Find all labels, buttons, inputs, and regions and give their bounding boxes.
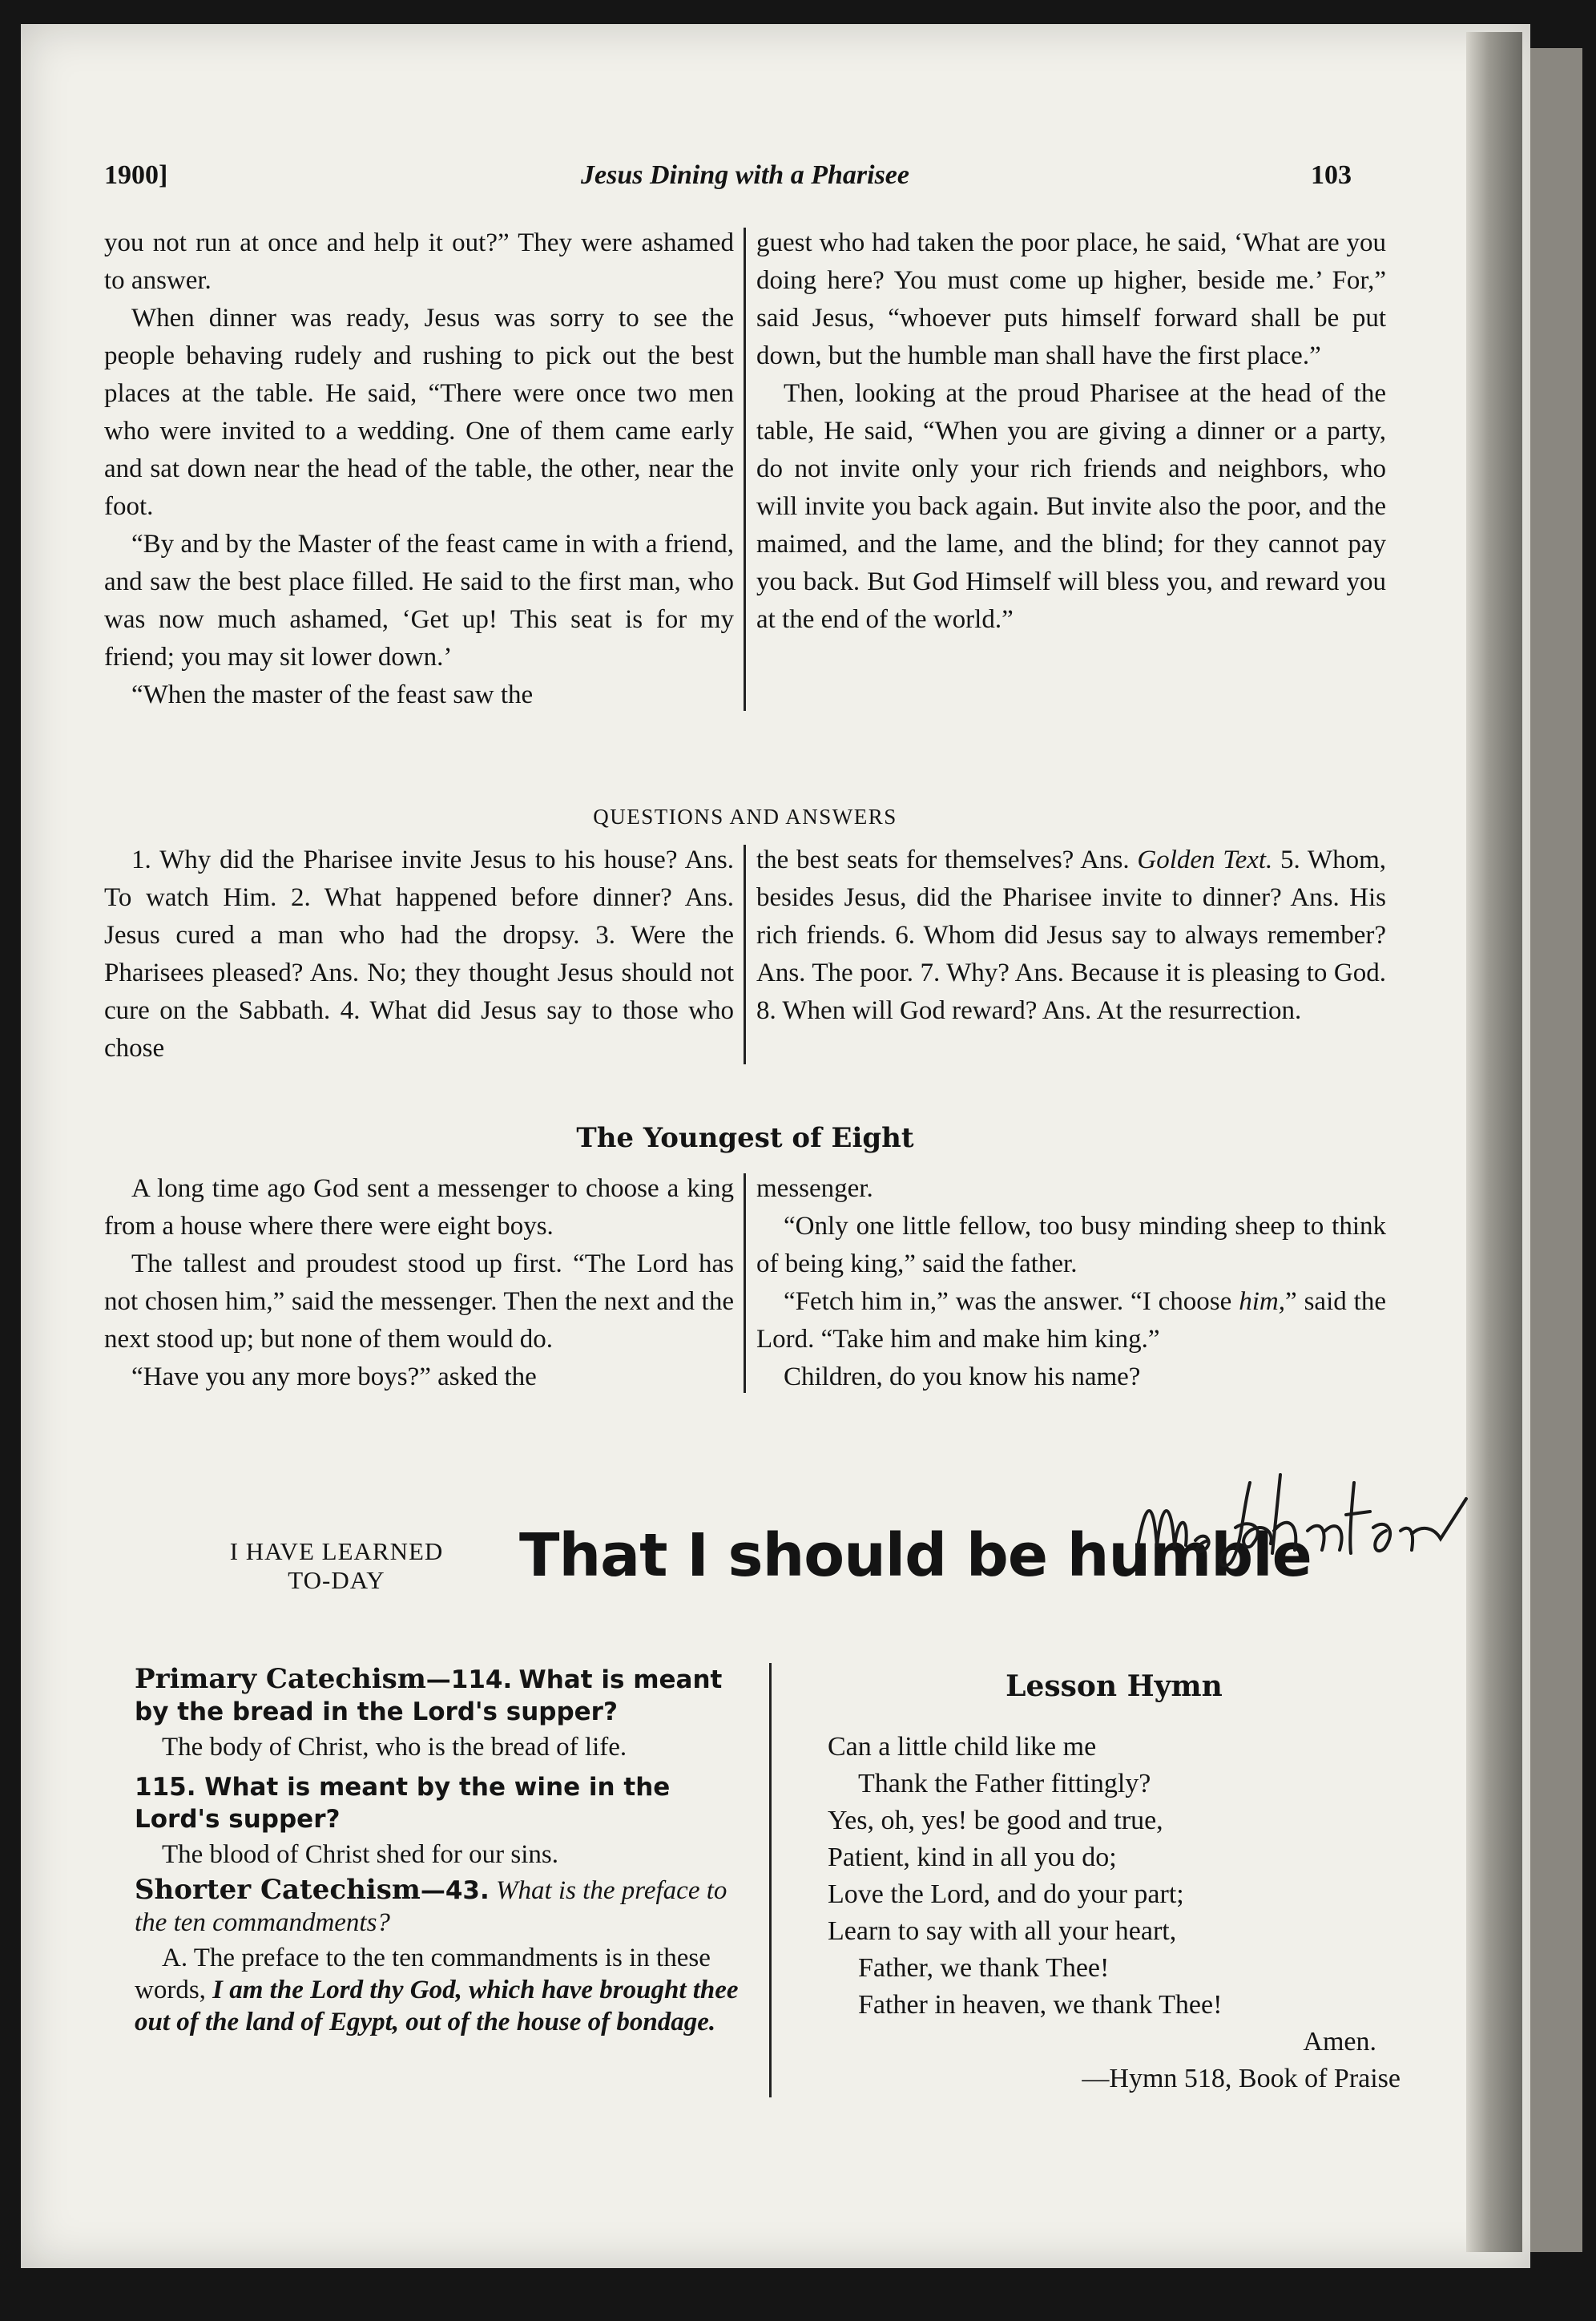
paragraph: “Have you any more boys?” asked the <box>131 1362 537 1391</box>
primary-q114 <box>135 1663 760 1728</box>
question-number: —43. <box>420 1876 490 1905</box>
header-title: Jesus Dining with a Pharisee <box>581 160 909 190</box>
question-text: What is the preface to the ten commandments? <box>135 1876 727 1937</box>
text-run: “Fetch him in,” was the answer. “I choose <box>784 1287 1232 1316</box>
learned-label-line1: I HAVE LEARNED <box>229 1537 444 1565</box>
text-run: A. The preface to the ten commandments is in these words, <box>135 1944 711 2004</box>
hymn-line: Can a little child like me <box>828 1732 1097 1762</box>
paragraph: Children, do you know his name? <box>784 1362 1141 1391</box>
hymn-line: Yes, oh, yes! be good and true, <box>828 1806 1163 1835</box>
story-left <box>104 1170 734 1396</box>
questions-answers <box>104 842 1386 1068</box>
hymn-line: Patient, kind in all you do; <box>828 1843 1117 1872</box>
column-rule <box>769 1663 772 2097</box>
column-rule <box>734 842 756 1068</box>
back-cover-edge <box>1526 48 1582 2252</box>
hymn-line: Learn to say with all your heart, <box>828 1916 1177 1946</box>
primary-catechism-label: Primary Catechism <box>135 1663 426 1695</box>
emphasis: him, <box>1239 1287 1285 1316</box>
paragraph: Then, looking at the proud Pharisee at the head of the table, He said, “When you are giving a dinner or a party, do not invite only your rich friends and neighbors, who will invite you back again. But invite also the poor, and the maimed, and the lame, and the blind; for they cannot pay you back. But God Himself will bless you, and reward you at the end of the world.” <box>756 379 1386 634</box>
story-heading: The Youngest of Eight <box>576 1122 914 1154</box>
learned-statement: That I should be humble <box>519 1521 1312 1590</box>
lesson-story-left <box>104 224 734 714</box>
lesson-story-right <box>756 224 1386 714</box>
answer-text: The body of Christ, who is the bread of life. <box>162 1733 627 1762</box>
paragraph: “When the master of the feast saw the <box>131 680 534 709</box>
golden-text: Golden Text. <box>1137 846 1273 874</box>
shorter-q43 <box>135 1874 760 1939</box>
paragraph: messenger. <box>756 1174 873 1203</box>
lesson-hymn <box>804 1663 1401 2097</box>
paragraph: “Only one little fellow, too busy minding sheep to think of being king,” said the father. <box>756 1212 1386 1278</box>
learned-label-line2: TO-DAY <box>288 1566 385 1594</box>
column-rule <box>734 224 756 714</box>
paragraph: When dinner was ready, Jesus was sorry to see the people behaving rudely and rushing to pick out the best places at the table. He said, “There were once two men who were invited to a wedding. One of them came early and sat down near the head of the table, the other, near the foot. <box>104 304 734 521</box>
questions-left <box>104 842 734 1068</box>
paragraph: A long time ago God sent a messenger to choose a king from a house where there were eight boys. <box>104 1174 734 1241</box>
hymn-line: Father, we thank Thee! <box>858 1953 1110 1983</box>
text-run: 5. Whom, besides Jesus, did the Pharisee invite to dinner? Ans. His rich friends. 6. Whom did Jesus say to always remember? Ans. The poor. 7. Why? Ans. Because it is pleasing to God. 8. When will God reward? Ans. At the resurrection. <box>756 846 1386 1025</box>
questions-right <box>756 842 1386 1068</box>
answer-text: The blood of Christ shed for our sins. <box>162 1840 558 1869</box>
hymn-title: Lesson Hymn <box>1006 1669 1223 1703</box>
text-run: the best seats for themselves? Ans. <box>756 846 1130 874</box>
answer-text <box>135 1942 760 2038</box>
hymn-line: Love the Lord, and do your part; <box>828 1879 1184 1909</box>
story-right <box>756 1170 1386 1396</box>
catechism-hymn-section <box>135 1663 1401 2097</box>
page-binding-edge <box>1466 32 1522 2252</box>
catechism <box>135 1663 760 2097</box>
header-page-number: 103 <box>1311 160 1352 190</box>
story <box>104 1170 1386 1396</box>
handwritten-signature <box>1130 1451 1482 1587</box>
paragraph: “By and by the Master of the feast came in with a friend, and saw the best place filled. He said to the first man, who was now much ashamed, ‘Get up! This seat is for my friend; you may sit lower down.’ <box>104 530 734 672</box>
questions-heading: QUESTIONS AND ANSWERS <box>593 805 897 829</box>
text-run: ” said the Lord. “Take him and make him king.” <box>756 1287 1386 1354</box>
paragraph: guest who had taken the poor place, he said, ‘What are you doing here? You must come up higher, beside me.’ For,” said Jesus, “whoever puts himself forward shall be put down, but the humble man shall have the first place.” <box>756 228 1386 370</box>
question-text: What is meant by the bread in the Lord's supper? <box>135 1665 723 1726</box>
learned-label <box>160 1537 513 1595</box>
hymn-line: Thank the Father fittingly? <box>858 1769 1151 1798</box>
shorter-catechism-label: Shorter Catechism <box>135 1874 421 1906</box>
paragraph: 1. Why did the Pharisee invite Jesus to his house? Ans. To watch Him. 2. What happened before dinner? Ans. Jesus cured a man who had the dropsy. 3. Were the Pharisees pleased? Ans. No; they thought Jesus should not cure on the Sabbath. 4. What did Jesus say to those who chose <box>104 846 734 1063</box>
header-title-wrap <box>104 160 1386 192</box>
hymn-amen: Amen. <box>1303 2027 1376 2057</box>
paragraph: you not run at once and help it out?” They were ashamed to answer. <box>104 228 734 295</box>
scripture-quote: which have brought thee out of the land of Egypt, out of the house of bondage. <box>135 1976 739 2036</box>
header-year: 1900] <box>104 160 168 190</box>
hymn-line: Father in heaven, we thank Thee! <box>858 1990 1223 2020</box>
paragraph <box>756 842 1386 1030</box>
paragraph <box>756 1283 1386 1358</box>
question-number: —114. <box>425 1665 513 1694</box>
lesson-story <box>104 224 1386 714</box>
scripture-quote: I am the Lord thy God, <box>212 1976 462 2004</box>
primary-q115: 115. What is meant by the wine in the Lord's supper? <box>135 1773 671 1834</box>
hymn-source: —Hymn 518, Book of Praise <box>1082 2064 1401 2093</box>
column-rule <box>734 1170 756 1396</box>
paragraph: The tallest and proudest stood up first. “The Lord has not chosen him,” said the messenger. Then the next and the next stood up; but none of them would do. <box>104 1249 734 1354</box>
